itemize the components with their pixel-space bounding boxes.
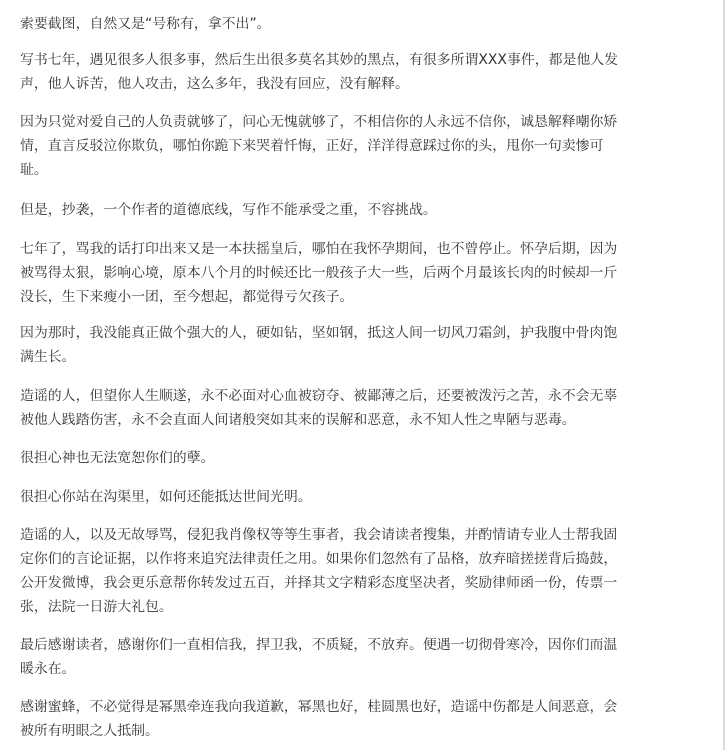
paragraph: 索要截图，自然又是“号称有，拿不出”。 bbox=[20, 16, 271, 32]
paragraph: 因为那时，我没能真正做个强大的人，硬如钻，坚如钢，抵这人间一切风刀霜剑，护我腹中骨肉饱 满生长。 bbox=[20, 325, 618, 365]
paragraph: 造谣的人，以及无故辱骂，侵犯我肖像权等等生事者，我会请读者搜集，并酌情请专业人士帮我固 定你们的言论证据，以作将来追究法律责任之用。如果你们忽然有了品格，放弃暗搓搓背后捣鼓， 公开发微博，我会更乐意帮你转发过五百，并择其文字精彩态度坚决者，奖励律师函一份，传票一 张，法院一日游大礼包。 bbox=[20, 527, 618, 615]
paragraph: 很担心神也无法宽恕你们的孽。 bbox=[20, 450, 215, 466]
paragraph: 造谣的人，但望你人生顺遂，永不必面对心血被窃夺、被鄙薄之后，还要被泼污之苦，永不会无辜 被他人践踏伤害，永不会直面人间诸般突如其来的误解和恶意，永不知人性之卑陋与恶毒。 bbox=[20, 388, 618, 428]
paragraph: 很担心你站在沟渠里，如何还能抵达世间光明。 bbox=[20, 489, 312, 505]
paragraph: 感谢蜜蜂，不必觉得是幂黑牵连我向我道歉，幂黑也好，桂圆黑也好，造谣中伤都是人间恶意，会 被所有明眼之人抵制。 bbox=[20, 699, 618, 739]
paragraph: 但是，抄袭，一个作者的道德底线，写作不能承受之重，不容挑战。 bbox=[20, 202, 437, 218]
paragraph: 七年了，骂我的话打印出来又是一本扶摇皇后，哪怕在我怀孕期间，也不曾停止。怀孕后期，因为 被骂得太狠，影响心境，原本八个月的时候还比一般孩子大一些，后两个月最该长肉的时候却一斤 没长，生下来瘦小一团，至今想起，都觉得亏欠孩子。 bbox=[20, 241, 618, 305]
paragraph: 因为只觉对爱自己的人负责就够了，问心无愧就够了，不相信你的人永远不信你，诚恳解释嘲你矫 情，直言反驳泣你欺负，哪怕你跪下来哭着忏悔，正好，洋洋得意踩过你的头，甩你一句卖惨可 耻。 bbox=[20, 114, 618, 178]
paragraph: 最后感谢读者，感谢你们一直相信我，捍卫我，不质疑，不放弃。便遇一切彻骨寒冷，因你们而温 暖永在。 bbox=[20, 637, 618, 677]
paragraph: 写书七年，遇见很多人很多事，然后生出很多莫名其妙的黑点，有很多所谓XXX事件，都是他人发 声，他人诉苦，他人攻击，这么多年，我没有回应，没有解释。 bbox=[20, 52, 619, 92]
